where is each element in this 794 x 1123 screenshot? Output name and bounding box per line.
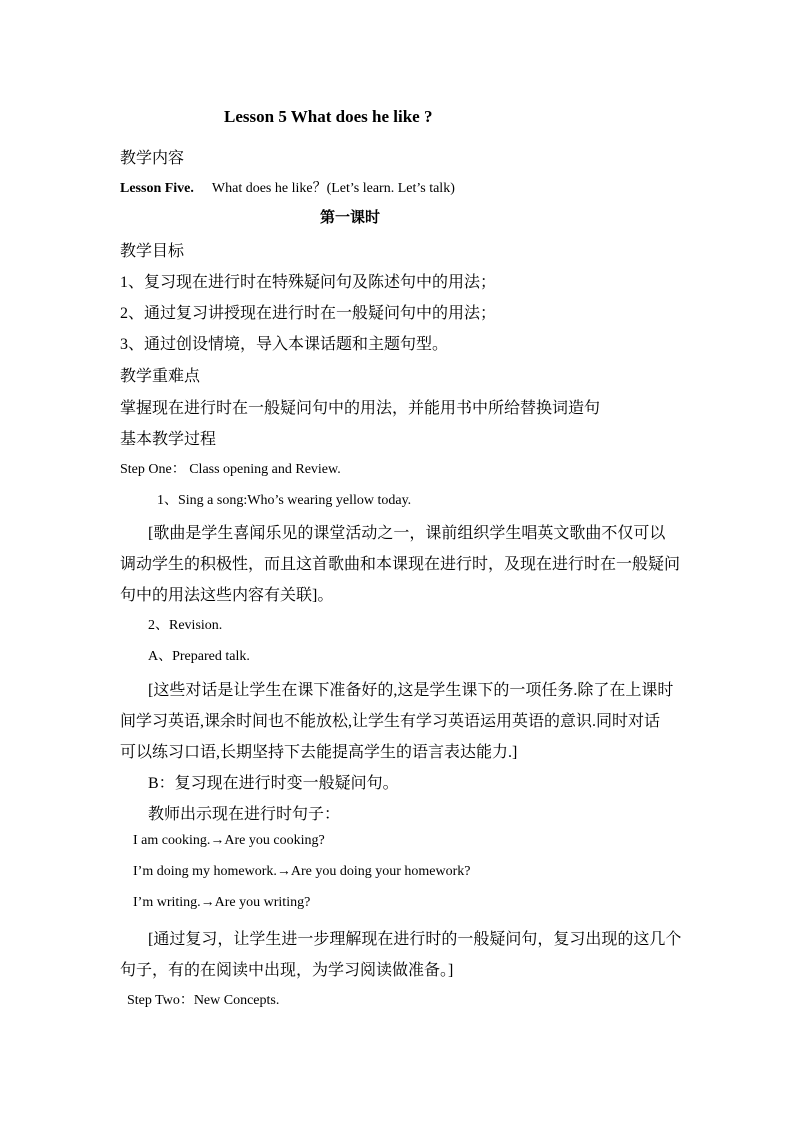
prepared-note-line: [这些对话是让学生在课下准备好的,这是学生课下的一项任务.除了在上课时 (148, 682, 674, 699)
sing-item: 1、Sing a song:Who’s wearing yellow today. (157, 493, 412, 508)
example-sentence: I’m doing my homework.→Are you doing your homework? (133, 864, 471, 879)
b-item: B：复习现在进行时变一般疑问句。 (148, 775, 399, 792)
period-heading: 第一课时 (320, 210, 381, 226)
step-two: Step Two：New Concepts. (127, 993, 280, 1008)
prepared-note-line: 间学习英语,课余时间也不能放松,让学生有学习英语运用英语的意识.同时对话 (120, 713, 661, 730)
lesson-line (120, 177, 455, 197)
teacher-show: 教师出示现在进行时句子： (148, 806, 341, 823)
lesson-name: Lesson Five. (120, 181, 194, 196)
lesson-desc: What does he like？(Let’s learn. Let’s talk) (211, 181, 455, 196)
sing-note-line: 句中的用法这些内容有关联]。 (120, 587, 334, 604)
key-heading: 教学重难点 (120, 368, 201, 385)
sing-note-line: 调动学生的积极性，而且这首歌曲和本课现在进行时，及现在进行时在一般疑问 (120, 556, 681, 573)
prepared-note-line: 可以练习口语,长期坚持下去能提高学生的语言表达能力.] (120, 744, 518, 761)
goal-item: 2、通过复习讲授现在进行时在一般疑问句中的用法； (120, 305, 497, 322)
process-heading: 基本教学过程 (120, 431, 217, 448)
lesson-title: Lesson 5 What does he like ? (224, 107, 433, 126)
review-note-line: [通过复习，让学生进一步理解现在进行时的一般疑问句，复习出现的这几个 (148, 931, 682, 948)
prepared-item: A、Prepared talk. (148, 649, 250, 664)
sing-note-line: [歌曲是学生喜闻乐见的课堂活动之一，课前组织学生唱英文歌曲不仅可以 (148, 525, 666, 542)
key-text: 掌握现在进行时在一般疑问句中的用法，并能用书中所给替换词造句 (120, 400, 601, 417)
goals-heading: 教学目标 (120, 243, 185, 260)
example-sentence: I’m writing.→Are you writing? (133, 895, 311, 910)
content-heading: 教学内容 (120, 150, 185, 167)
example-sentence: I am cooking.→Are you cooking? (133, 833, 325, 848)
revision-item: 2、Revision. (148, 618, 223, 633)
goal-item: 1、复习现在进行时在特殊疑问句及陈述句中的用法； (120, 274, 497, 291)
step-one: Step One： Class opening and Review. (120, 462, 341, 477)
goal-item: 3、通过创设情境，导入本课话题和主题句型。 (120, 336, 449, 353)
review-note-line: 句子，有的在阅读中出现，为学习阅读做准备。] (120, 962, 454, 979)
